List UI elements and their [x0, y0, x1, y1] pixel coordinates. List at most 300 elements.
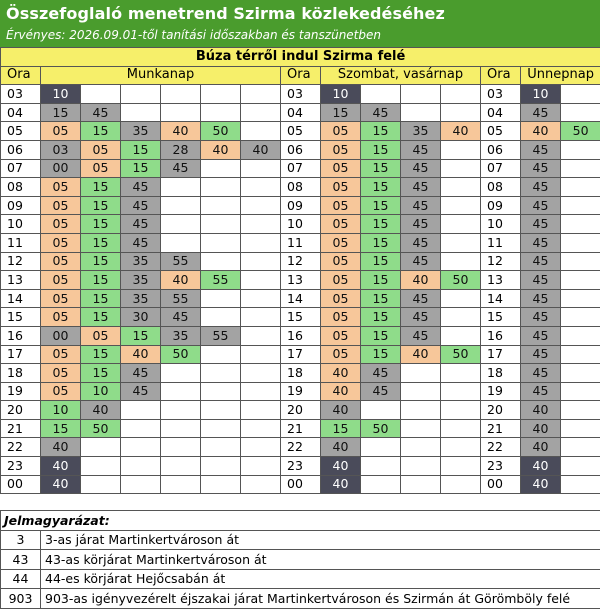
departure-minute: 45 — [121, 233, 161, 252]
hour-row — [1, 215, 600, 234]
hour-cell-weekday: 05 — [1, 122, 41, 141]
empty-cell — [201, 159, 241, 178]
hour-cell-weekday: 10 — [1, 215, 41, 234]
empty-cell — [561, 159, 600, 178]
hour-cell-holiday: 21 — [481, 419, 521, 438]
empty-cell — [241, 159, 281, 178]
departure-minute: 15 — [321, 103, 361, 122]
departure-minute: 40 — [41, 475, 81, 494]
departure-minute: 15 — [81, 233, 121, 252]
empty-cell — [561, 85, 600, 104]
empty-cell — [121, 103, 161, 122]
empty-cell — [201, 345, 241, 364]
empty-cell — [361, 475, 401, 494]
departure-minute: 10 — [41, 85, 81, 104]
legend-route-description: 903-as igényvezérelt éjszakai járat Martinkertvároson és Szirmán át Görömböly felé — [41, 589, 600, 609]
hour-cell-holiday: 23 — [481, 457, 521, 476]
empty-cell — [561, 289, 600, 308]
empty-cell — [441, 308, 481, 327]
validity-subtitle: Érvényes: 2026.09.01-től tanítási időszakban és tanszünetben — [6, 28, 381, 42]
empty-cell — [201, 233, 241, 252]
hour-row — [1, 159, 600, 178]
departure-minute: 40 — [241, 140, 281, 159]
empty-cell — [201, 401, 241, 420]
departure-minute: 05 — [41, 178, 81, 197]
empty-cell — [361, 85, 401, 104]
hour-cell-holiday: 15 — [481, 308, 521, 327]
hour-cell-weekday: 08 — [1, 178, 41, 197]
hour-cell-weekend: 06 — [281, 140, 321, 159]
legend-route-description: 43-as körjárat Martinkertvároson át — [41, 550, 600, 570]
departure-minute: 40 — [321, 401, 361, 420]
hour-cell-weekday: 16 — [1, 326, 41, 345]
legend-route-description: 44-es körjárat Hejőcsabán át — [41, 569, 600, 589]
hour-header-weekend: Óra — [281, 66, 321, 85]
departure-minute: 45 — [521, 252, 561, 271]
departure-minute: 05 — [321, 159, 361, 178]
departure-minute: 45 — [361, 364, 401, 383]
hour-cell-weekend: 16 — [281, 326, 321, 345]
empty-cell — [121, 419, 161, 438]
departure-minute: 15 — [361, 159, 401, 178]
empty-cell — [561, 419, 600, 438]
departure-minute: 40 — [321, 364, 361, 383]
departure-minute: 45 — [361, 382, 401, 401]
departure-minute: 15 — [361, 196, 401, 215]
empty-cell — [561, 308, 600, 327]
empty-cell — [121, 457, 161, 476]
legend-route-description: 3-as járat Martinkertvároson át — [41, 530, 600, 550]
departure-minute: 00 — [41, 159, 81, 178]
empty-cell — [441, 382, 481, 401]
legend-route-code: 903 — [1, 589, 41, 609]
departure-minute: 15 — [361, 252, 401, 271]
hour-row — [1, 233, 600, 252]
hour-cell-holiday: 14 — [481, 289, 521, 308]
departure-minute: 40 — [161, 122, 201, 141]
empty-cell — [561, 457, 600, 476]
empty-cell — [361, 438, 401, 457]
departure-minute: 05 — [41, 308, 81, 327]
empty-cell — [561, 233, 600, 252]
departure-minute: 50 — [441, 271, 481, 290]
hour-cell-holiday: 22 — [481, 438, 521, 457]
departure-minute: 45 — [401, 140, 441, 159]
empty-cell — [401, 364, 441, 383]
hour-cell-weekend: 15 — [281, 308, 321, 327]
empty-cell — [401, 401, 441, 420]
hour-cell-weekend: 04 — [281, 103, 321, 122]
departure-minute: 05 — [41, 122, 81, 141]
departure-minute: 45 — [521, 178, 561, 197]
departure-minute: 05 — [41, 196, 81, 215]
empty-cell — [241, 196, 281, 215]
legend-item — [1, 589, 600, 609]
departure-minute: 45 — [521, 140, 561, 159]
departure-minute: 00 — [41, 326, 81, 345]
hour-cell-weekday: 13 — [1, 271, 41, 290]
empty-cell — [561, 326, 600, 345]
hour-cell-holiday: 16 — [481, 326, 521, 345]
hour-cell-holiday: 10 — [481, 215, 521, 234]
hour-cell-weekday: 22 — [1, 438, 41, 457]
empty-cell — [561, 215, 600, 234]
departure-minute: 45 — [521, 233, 561, 252]
legend-title: Jelmagyarázat: — [1, 511, 600, 531]
empty-cell — [161, 233, 201, 252]
empty-cell — [441, 326, 481, 345]
empty-cell — [561, 475, 600, 494]
departure-minute: 45 — [161, 308, 201, 327]
empty-cell — [161, 382, 201, 401]
departure-minute: 35 — [121, 289, 161, 308]
departure-minute: 05 — [321, 289, 361, 308]
empty-cell — [201, 289, 241, 308]
hour-row — [1, 419, 600, 438]
empty-cell — [441, 364, 481, 383]
departure-minute: 45 — [521, 345, 561, 364]
hour-row — [1, 252, 600, 271]
empty-cell — [361, 401, 401, 420]
departure-minute: 35 — [121, 252, 161, 271]
empty-cell — [161, 103, 201, 122]
route-title-row — [1, 48, 600, 67]
departure-minute: 05 — [321, 271, 361, 290]
departure-minute: 40 — [521, 401, 561, 420]
departure-minute: 05 — [41, 252, 81, 271]
hour-row — [1, 271, 600, 290]
empty-cell — [561, 364, 600, 383]
empty-cell — [161, 178, 201, 197]
departure-minute: 05 — [321, 252, 361, 271]
hour-cell-weekend: 13 — [281, 271, 321, 290]
departure-minute: 45 — [121, 178, 161, 197]
empty-cell — [361, 457, 401, 476]
empty-cell — [561, 438, 600, 457]
empty-cell — [561, 140, 600, 159]
departure-minute: 15 — [81, 252, 121, 271]
departure-minute: 40 — [321, 382, 361, 401]
departure-minute: 15 — [81, 196, 121, 215]
hour-cell-weekday: 12 — [1, 252, 41, 271]
departure-minute: 10 — [321, 85, 361, 104]
departure-minute: 03 — [41, 140, 81, 159]
hour-row — [1, 178, 600, 197]
hour-cell-weekday: 19 — [1, 382, 41, 401]
departure-minute: 40 — [521, 122, 561, 141]
departure-minute: 45 — [521, 215, 561, 234]
departure-minute: 40 — [41, 438, 81, 457]
departure-minute: 45 — [401, 326, 441, 345]
empty-cell — [241, 178, 281, 197]
departure-minute: 15 — [361, 122, 401, 141]
empty-cell — [201, 85, 241, 104]
departure-minute: 05 — [321, 308, 361, 327]
empty-cell — [241, 252, 281, 271]
empty-cell — [241, 85, 281, 104]
departure-minute: 45 — [121, 196, 161, 215]
empty-cell — [441, 196, 481, 215]
departure-minute: 45 — [121, 364, 161, 383]
hour-cell-holiday: 11 — [481, 233, 521, 252]
empty-cell — [561, 196, 600, 215]
departure-minute: 30 — [121, 308, 161, 327]
departure-minute: 15 — [361, 308, 401, 327]
hour-cell-weekend: 11 — [281, 233, 321, 252]
empty-cell — [241, 401, 281, 420]
empty-cell — [241, 345, 281, 364]
hour-row — [1, 382, 600, 401]
departure-minute: 45 — [401, 159, 441, 178]
departure-minute: 10 — [521, 85, 561, 104]
hour-cell-weekend: 10 — [281, 215, 321, 234]
hour-cell-holiday: 12 — [481, 252, 521, 271]
empty-cell — [441, 252, 481, 271]
departure-minute: 05 — [41, 233, 81, 252]
hour-cell-holiday: 13 — [481, 271, 521, 290]
empty-cell — [81, 438, 121, 457]
empty-cell — [441, 178, 481, 197]
hour-cell-weekday: 00 — [1, 475, 41, 494]
hour-cell-weekend: 19 — [281, 382, 321, 401]
empty-cell — [241, 475, 281, 494]
hour-row — [1, 122, 600, 141]
departure-minute: 45 — [521, 271, 561, 290]
page-title: Összefoglaló menetrend Szirma közlekedéséhez — [6, 4, 445, 23]
hour-cell-weekend: 07 — [281, 159, 321, 178]
departure-minute: 50 — [201, 122, 241, 141]
empty-cell — [441, 140, 481, 159]
empty-cell — [441, 401, 481, 420]
departure-minute: 40 — [321, 457, 361, 476]
departure-minute: 35 — [401, 122, 441, 141]
empty-cell — [401, 103, 441, 122]
departure-minute: 45 — [401, 215, 441, 234]
legend-title-row — [1, 511, 600, 531]
header-banner — [0, 0, 600, 47]
departure-minute: 40 — [81, 401, 121, 420]
hour-row — [1, 364, 600, 383]
empty-cell — [121, 85, 161, 104]
hour-cell-weekend: 14 — [281, 289, 321, 308]
empty-cell — [441, 215, 481, 234]
hour-cell-holiday: 00 — [481, 475, 521, 494]
departure-minute: 35 — [121, 122, 161, 141]
departure-minute: 45 — [401, 289, 441, 308]
departure-minute: 45 — [81, 103, 121, 122]
hour-cell-weekday: 23 — [1, 457, 41, 476]
empty-cell — [201, 178, 241, 197]
empty-cell — [241, 103, 281, 122]
departure-minute: 05 — [41, 345, 81, 364]
weekend-header: Szombat, vasárnap — [321, 66, 481, 85]
empty-cell — [561, 252, 600, 271]
timetable — [0, 47, 600, 494]
hour-row — [1, 438, 600, 457]
empty-cell — [201, 382, 241, 401]
empty-cell — [241, 289, 281, 308]
hour-cell-weekday: 20 — [1, 401, 41, 420]
departure-minute: 40 — [161, 271, 201, 290]
hour-cell-weekday: 03 — [1, 85, 41, 104]
hour-row — [1, 401, 600, 420]
empty-cell — [401, 85, 441, 104]
empty-cell — [201, 308, 241, 327]
weekday-header: Munkanap — [41, 66, 281, 85]
departure-minute: 45 — [121, 215, 161, 234]
empty-cell — [161, 401, 201, 420]
departure-minute: 05 — [321, 196, 361, 215]
hour-cell-holiday: 18 — [481, 364, 521, 383]
departure-minute: 15 — [361, 215, 401, 234]
departure-minute: 40 — [441, 122, 481, 141]
departure-minute: 55 — [201, 271, 241, 290]
empty-cell — [161, 438, 201, 457]
hour-row — [1, 457, 600, 476]
hour-header-holiday: Óra — [481, 66, 521, 85]
empty-cell — [81, 457, 121, 476]
departure-minute: 55 — [201, 326, 241, 345]
departure-minute: 45 — [521, 103, 561, 122]
empty-cell — [401, 457, 441, 476]
departure-minute: 45 — [521, 326, 561, 345]
empty-cell — [241, 233, 281, 252]
departure-minute: 15 — [361, 178, 401, 197]
hour-cell-holiday: 07 — [481, 159, 521, 178]
departure-minute: 50 — [361, 419, 401, 438]
empty-cell — [401, 438, 441, 457]
hour-cell-weekend: 18 — [281, 364, 321, 383]
hour-row — [1, 289, 600, 308]
departure-minute: 15 — [81, 289, 121, 308]
departure-minute: 40 — [321, 438, 361, 457]
empty-cell — [561, 401, 600, 420]
departure-minute: 45 — [401, 178, 441, 197]
departure-minute: 15 — [361, 326, 401, 345]
empty-cell — [241, 457, 281, 476]
empty-cell — [561, 178, 600, 197]
empty-cell — [561, 103, 600, 122]
departure-minute: 15 — [121, 140, 161, 159]
empty-cell — [241, 438, 281, 457]
departure-minute: 45 — [401, 233, 441, 252]
hour-cell-holiday: 17 — [481, 345, 521, 364]
empty-cell — [161, 457, 201, 476]
column-header-row — [1, 66, 600, 85]
departure-minute: 15 — [81, 122, 121, 141]
empty-cell — [121, 438, 161, 457]
departure-minute: 45 — [521, 159, 561, 178]
departure-minute: 40 — [521, 419, 561, 438]
empty-cell — [161, 419, 201, 438]
empty-cell — [241, 364, 281, 383]
empty-cell — [81, 85, 121, 104]
departure-minute: 05 — [321, 326, 361, 345]
empty-cell — [441, 419, 481, 438]
empty-cell — [201, 196, 241, 215]
hour-cell-weekend: 08 — [281, 178, 321, 197]
departure-minute: 15 — [361, 233, 401, 252]
hour-cell-weekend: 00 — [281, 475, 321, 494]
departure-minute: 05 — [41, 289, 81, 308]
empty-cell — [161, 215, 201, 234]
hour-cell-weekday: 17 — [1, 345, 41, 364]
hour-cell-weekday: 04 — [1, 103, 41, 122]
hour-cell-holiday: 19 — [481, 382, 521, 401]
empty-cell — [441, 438, 481, 457]
hour-cell-weekend: 20 — [281, 401, 321, 420]
hour-row — [1, 326, 600, 345]
empty-cell — [201, 419, 241, 438]
departure-minute: 40 — [521, 457, 561, 476]
departure-minute: 15 — [81, 178, 121, 197]
empty-cell — [121, 475, 161, 494]
departure-minute: 15 — [361, 345, 401, 364]
departure-minute: 50 — [441, 345, 481, 364]
departure-minute: 15 — [81, 215, 121, 234]
empty-cell — [441, 475, 481, 494]
departure-minute: 05 — [81, 159, 121, 178]
empty-cell — [161, 475, 201, 494]
departure-minute: 40 — [401, 271, 441, 290]
departure-minute: 35 — [161, 326, 201, 345]
empty-cell — [201, 215, 241, 234]
departure-minute: 05 — [321, 215, 361, 234]
departure-minute: 40 — [41, 457, 81, 476]
empty-cell — [241, 122, 281, 141]
departure-minute: 50 — [161, 345, 201, 364]
legend-route-code: 3 — [1, 530, 41, 550]
empty-cell — [161, 364, 201, 383]
departure-minute: 15 — [361, 140, 401, 159]
departure-minute: 05 — [41, 382, 81, 401]
hour-row — [1, 308, 600, 327]
empty-cell — [401, 382, 441, 401]
hour-cell-weekday: 11 — [1, 233, 41, 252]
empty-cell — [561, 345, 600, 364]
empty-cell — [161, 85, 201, 104]
empty-cell — [241, 419, 281, 438]
empty-cell — [241, 308, 281, 327]
hour-row — [1, 140, 600, 159]
hour-cell-weekend: 12 — [281, 252, 321, 271]
hour-cell-weekday: 09 — [1, 196, 41, 215]
departure-minute: 15 — [81, 271, 121, 290]
hour-cell-holiday: 20 — [481, 401, 521, 420]
empty-cell — [201, 438, 241, 457]
legend-item — [1, 530, 600, 550]
departure-minute: 05 — [321, 233, 361, 252]
departure-minute: 05 — [321, 122, 361, 141]
empty-cell — [241, 326, 281, 345]
empty-cell — [161, 196, 201, 215]
departure-minute: 05 — [41, 271, 81, 290]
empty-cell — [81, 475, 121, 494]
departure-minute: 05 — [41, 215, 81, 234]
hour-cell-weekday: 15 — [1, 308, 41, 327]
empty-cell — [401, 475, 441, 494]
departure-minute: 45 — [521, 382, 561, 401]
departure-minute: 45 — [361, 103, 401, 122]
hour-row — [1, 196, 600, 215]
departure-minute: 15 — [361, 271, 401, 290]
empty-cell — [201, 475, 241, 494]
empty-cell — [441, 103, 481, 122]
departure-minute: 45 — [521, 308, 561, 327]
departure-minute: 10 — [81, 382, 121, 401]
hour-cell-holiday: 06 — [481, 140, 521, 159]
departure-minute: 45 — [161, 159, 201, 178]
